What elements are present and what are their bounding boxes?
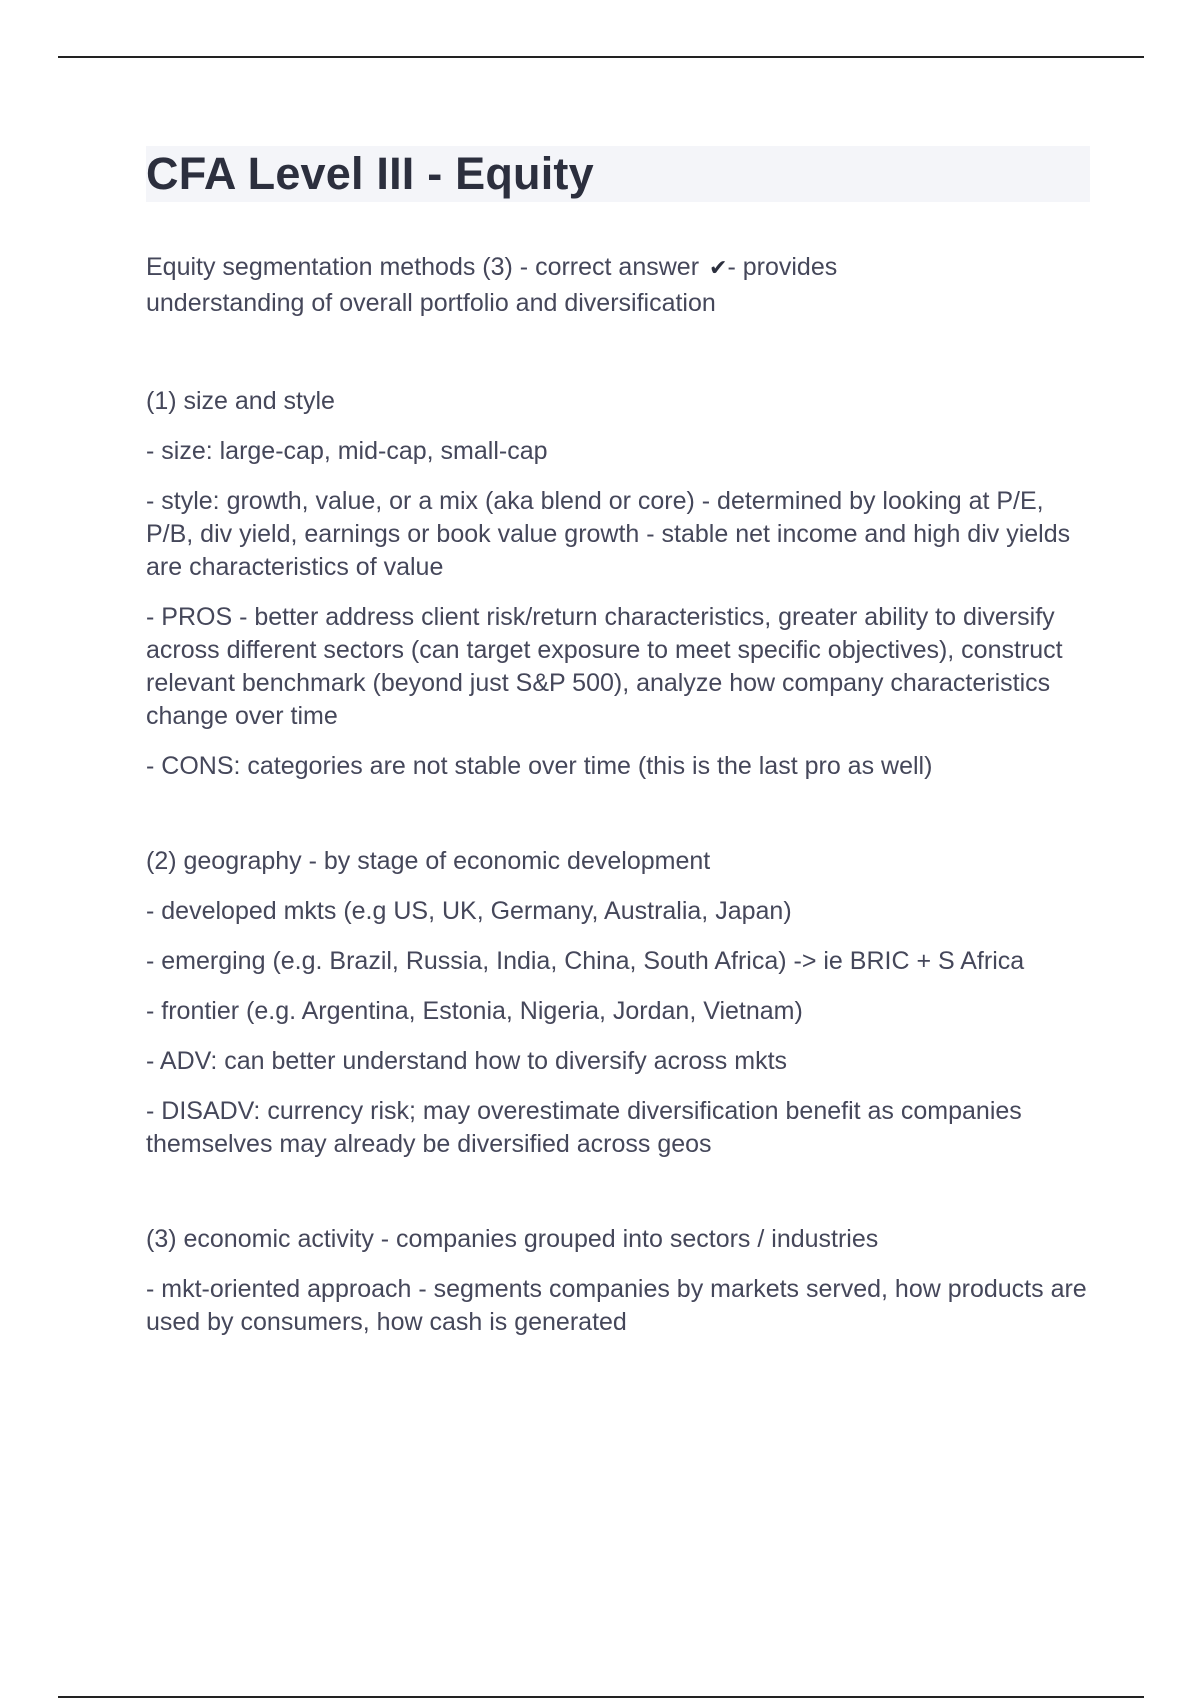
check-icon: ✔ (709, 256, 728, 281)
intro-answer-rest: understanding of overall portfolio and diversification (146, 289, 716, 317)
list-item: - DISADV: currency risk; may overestimate diversification benefit as companies themselves may already be diversified across geos (146, 1097, 1022, 1158)
intro-answer-start: - provides (727, 253, 838, 281)
bottom-rule (58, 1696, 1144, 1698)
section-economic-activity (146, 1223, 1090, 1339)
intro-paragraph (146, 250, 1090, 320)
section-heading: (1) size and style (146, 387, 335, 415)
document-body (146, 146, 1090, 1356)
list-item: - PROS - better address client risk/return characteristics, greater ability to diversify across different sectors (can target exposure to meet specific objectives), construct relevant benchmark (beyond just S&P 500), analyze how company characteristics change over time (146, 603, 1063, 730)
list-item: - emerging (e.g. Brazil, Russia, India, China, South Africa) -> ie BRIC + S Africa (146, 947, 1025, 975)
top-rule (58, 56, 1144, 58)
list-item: - ADV: can better understand how to diversify across mkts (146, 1047, 788, 1075)
list-item: - style: growth, value, or a mix (aka blend or core) - determined by looking at P/E, P/B, div yield, earnings or book value growth - stable net income and high div yields are characteristics of value (146, 487, 1071, 581)
title-band (146, 146, 1090, 202)
section-size-style (146, 385, 1090, 783)
section-geography (146, 845, 1090, 1161)
list-item: - frontier (e.g. Argentina, Estonia, Nigeria, Jordan, Vietnam) (146, 997, 803, 1025)
list-item: - mkt-oriented approach - segments companies by markets served, how products are used by consumers, how cash is generated (146, 1275, 1087, 1336)
list-item: - size: large-cap, mid-cap, small-cap (146, 437, 548, 465)
page-title: CFA Level III - Equity (146, 148, 594, 199)
list-item: - developed mkts (e.g US, UK, Germany, Australia, Japan) (146, 897, 792, 925)
section-heading: (3) economic activity - companies grouped into sectors / industries (146, 1225, 879, 1253)
section-heading: (2) geography - by stage of economic development (146, 847, 711, 875)
intro-question: Equity segmentation methods (3) - correct answer (146, 253, 700, 281)
list-item: - CONS: categories are not stable over time (this is the last pro as well) (146, 752, 933, 780)
